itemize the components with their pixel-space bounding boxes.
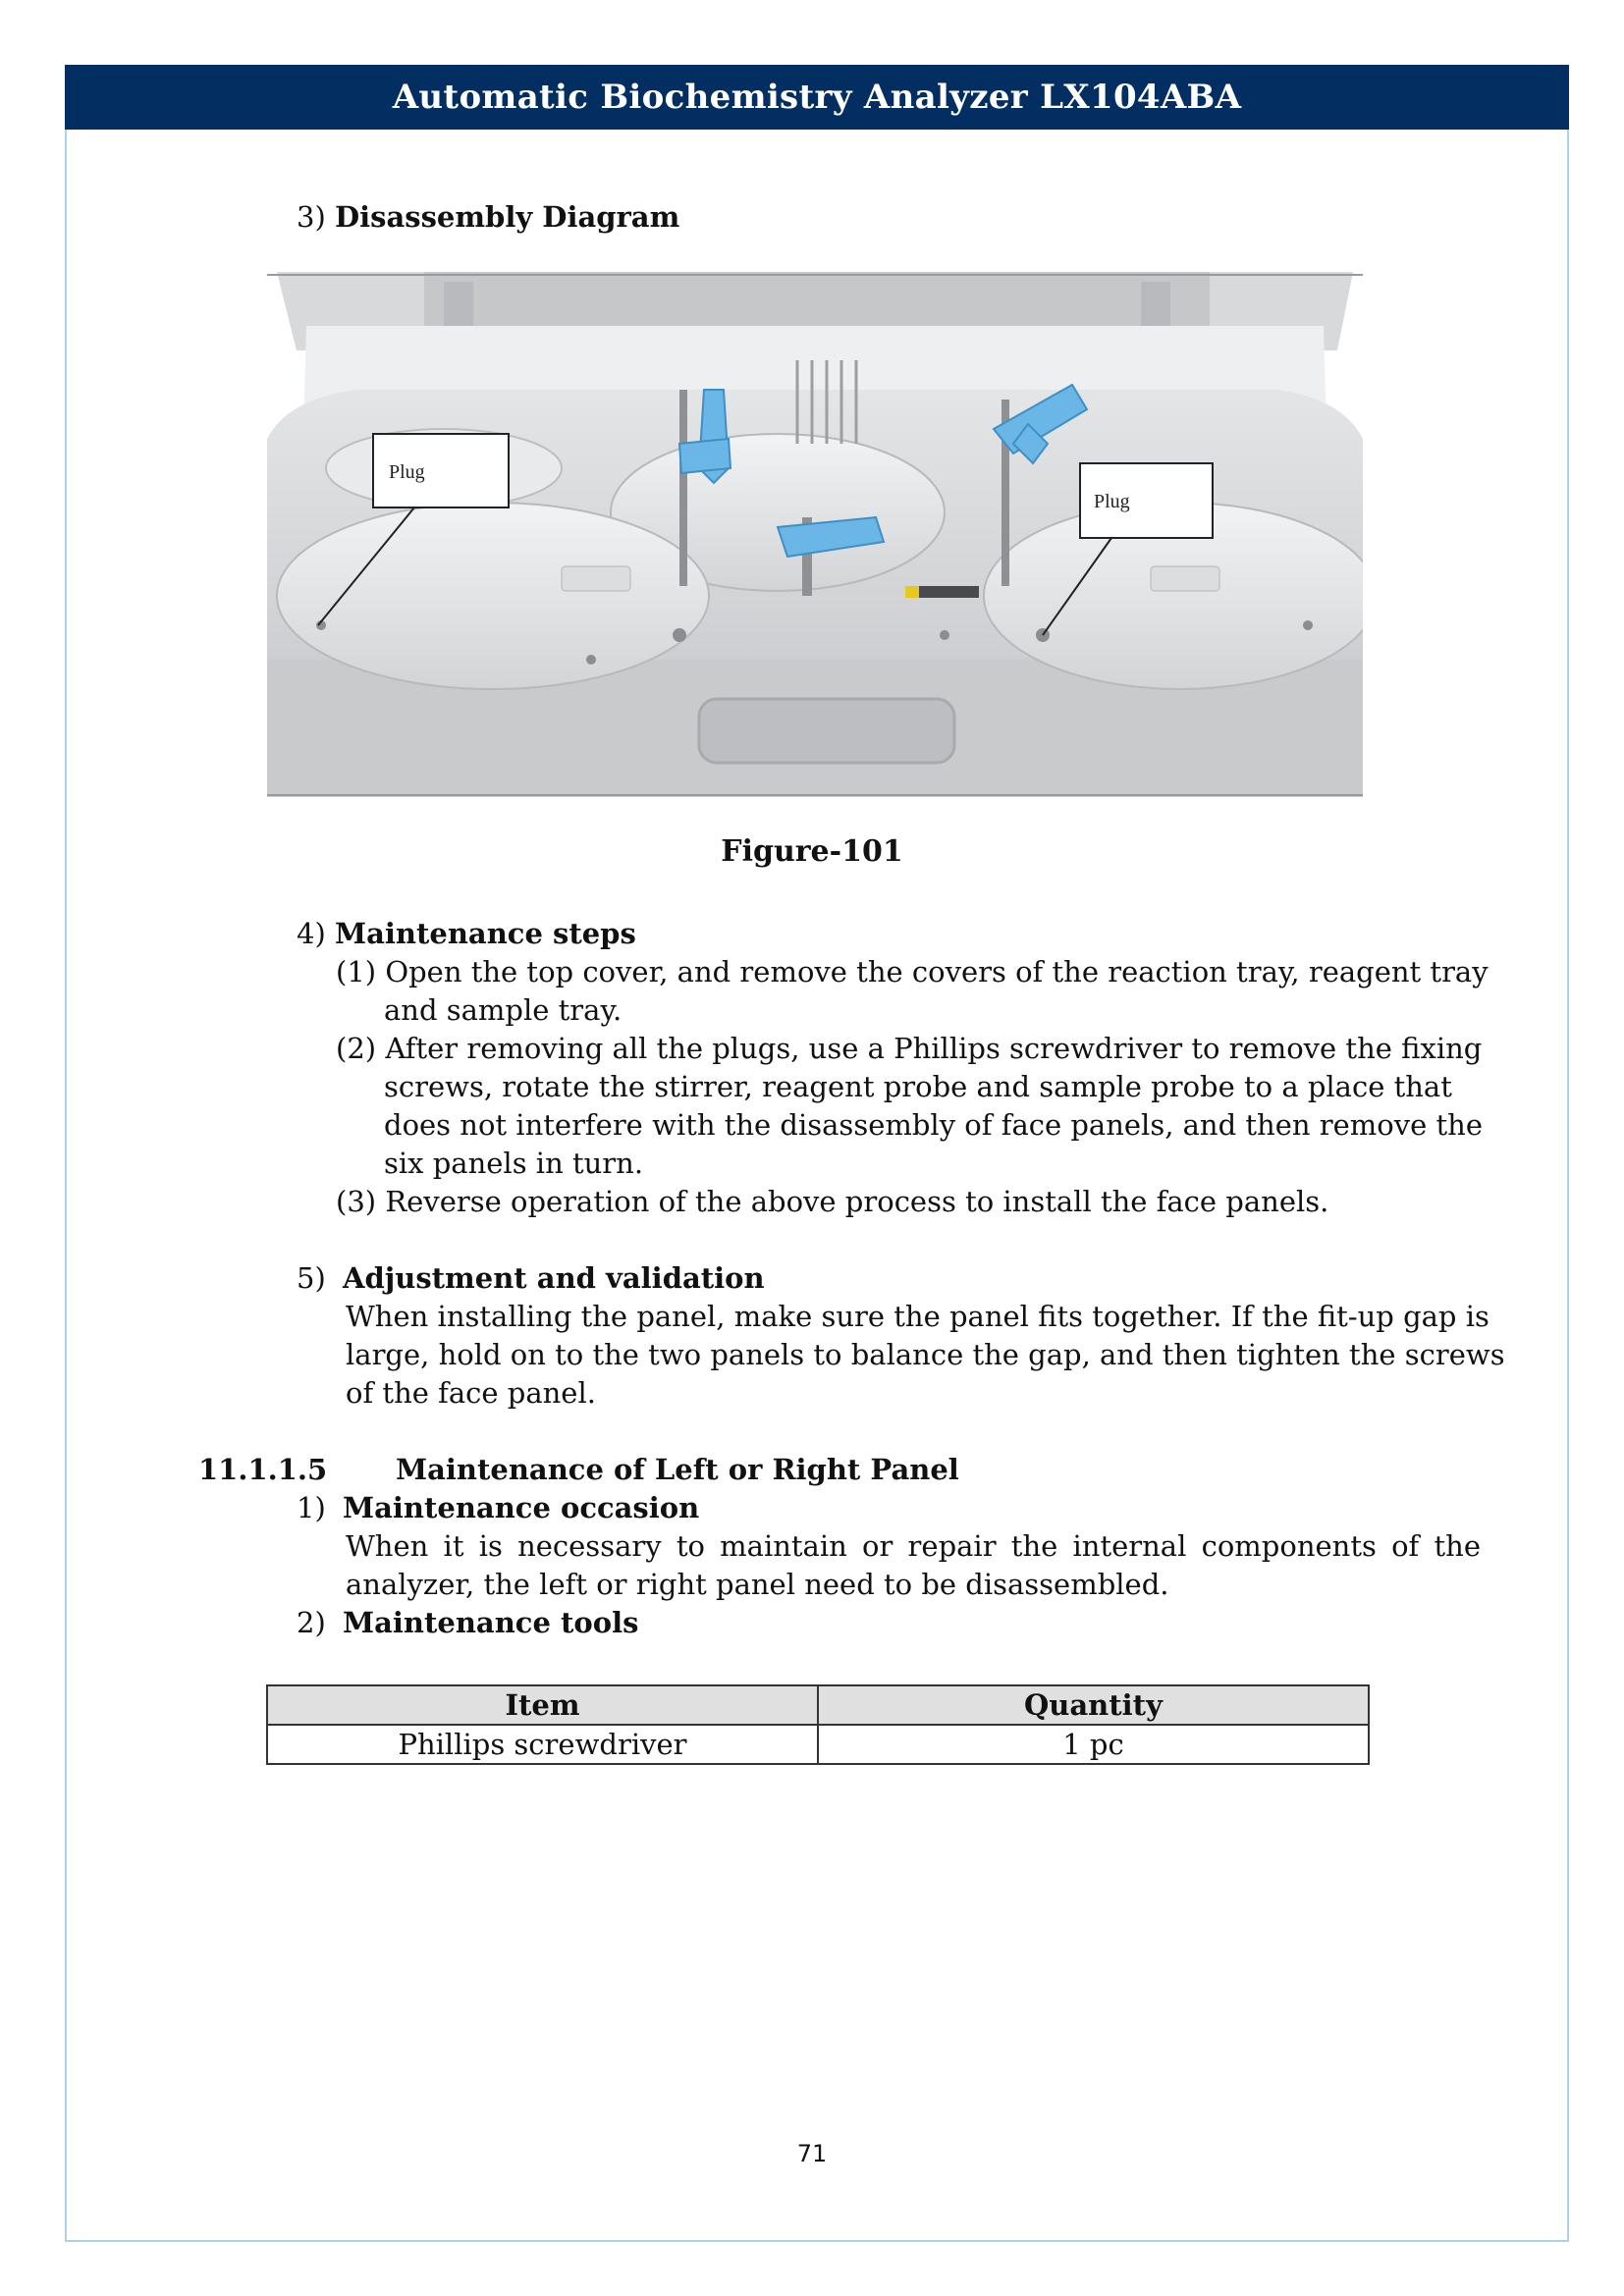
step-line: After removing all the plugs, use a Phillips screwdriver to remove the fixing bbox=[385, 1032, 1483, 1065]
section-number: 5) bbox=[297, 1261, 326, 1295]
step-2-line-2: screws, rotate the stirrer, reagent probe and sample probe to a place that bbox=[384, 1070, 1452, 1103]
section-4-heading bbox=[297, 915, 636, 953]
step-line: Open the top cover, and remove the covers of the reaction tray, reagent tray bbox=[385, 955, 1489, 988]
section-5-heading bbox=[297, 1259, 765, 1298]
section-number: 3) bbox=[297, 200, 326, 234]
step-2 bbox=[336, 1030, 1482, 1068]
item-1-line-2: analyzer, the left or right panel need to be disassembled. bbox=[346, 1568, 1169, 1601]
step-2-line-4: six panels in turn. bbox=[384, 1147, 644, 1180]
figure-caption: Figure-101 bbox=[721, 834, 903, 869]
page-number: 71 bbox=[796, 2140, 828, 2167]
column-header-quantity: Quantity bbox=[818, 1685, 1369, 1725]
step-number: (2) bbox=[336, 1032, 377, 1065]
section-5-line-1: When installing the panel, make sure the panel fits together. If the fit-up gap is bbox=[346, 1300, 1489, 1333]
section-title: Disassembly Diagram bbox=[334, 200, 680, 234]
item-title: Maintenance occasion bbox=[342, 1491, 700, 1524]
maintenance-tools-table bbox=[266, 1684, 1370, 1765]
item-1-heading bbox=[297, 1489, 699, 1527]
table-cell-quantity: 1 pc bbox=[818, 1725, 1369, 1764]
step-3 bbox=[336, 1183, 1328, 1221]
item-number: 1) bbox=[297, 1491, 326, 1524]
section-5-line-3: of the face panel. bbox=[346, 1376, 596, 1410]
subsection-number: 11.1.1.5 bbox=[198, 1453, 328, 1486]
column-header-item: Item bbox=[267, 1685, 818, 1725]
table-header-row bbox=[267, 1685, 1369, 1725]
table-row bbox=[267, 1725, 1369, 1764]
step-line: Reverse operation of the above process to install the face panels. bbox=[385, 1185, 1329, 1218]
disassembly-diagram-figure bbox=[267, 272, 1363, 797]
section-title: Maintenance steps bbox=[334, 917, 636, 950]
section-number: 4) bbox=[297, 917, 326, 950]
item-number: 2) bbox=[297, 1606, 326, 1639]
document-header: Automatic Biochemistry Analyzer LX104ABA bbox=[65, 65, 1569, 130]
step-1-continued: and sample tray. bbox=[384, 993, 623, 1027]
plug-label-left: Plug bbox=[389, 461, 425, 483]
item-title: Maintenance tools bbox=[342, 1606, 639, 1639]
analyzer-photo bbox=[267, 272, 1363, 797]
table-cell-item: Phillips screwdriver bbox=[267, 1725, 818, 1764]
step-2-line-3: does not interfere with the disassembly of face panels, and then remove the bbox=[384, 1108, 1484, 1142]
item-2-heading bbox=[297, 1604, 638, 1642]
step-1 bbox=[336, 953, 1489, 991]
step-number: (3) bbox=[336, 1185, 377, 1218]
section-5-line-2: large, hold on to the two panels to balance the gap, and then tighten the screws bbox=[346, 1338, 1505, 1371]
section-title: Adjustment and validation bbox=[342, 1261, 765, 1295]
item-1-line-1: When it is necessary to maintain or repair the internal components of the bbox=[346, 1529, 1481, 1563]
step-number: (1) bbox=[336, 955, 377, 988]
section-3-heading bbox=[297, 198, 679, 237]
plug-label-right: Plug bbox=[1094, 491, 1130, 512]
subsection-title: Maintenance of Left or Right Panel bbox=[396, 1453, 959, 1486]
